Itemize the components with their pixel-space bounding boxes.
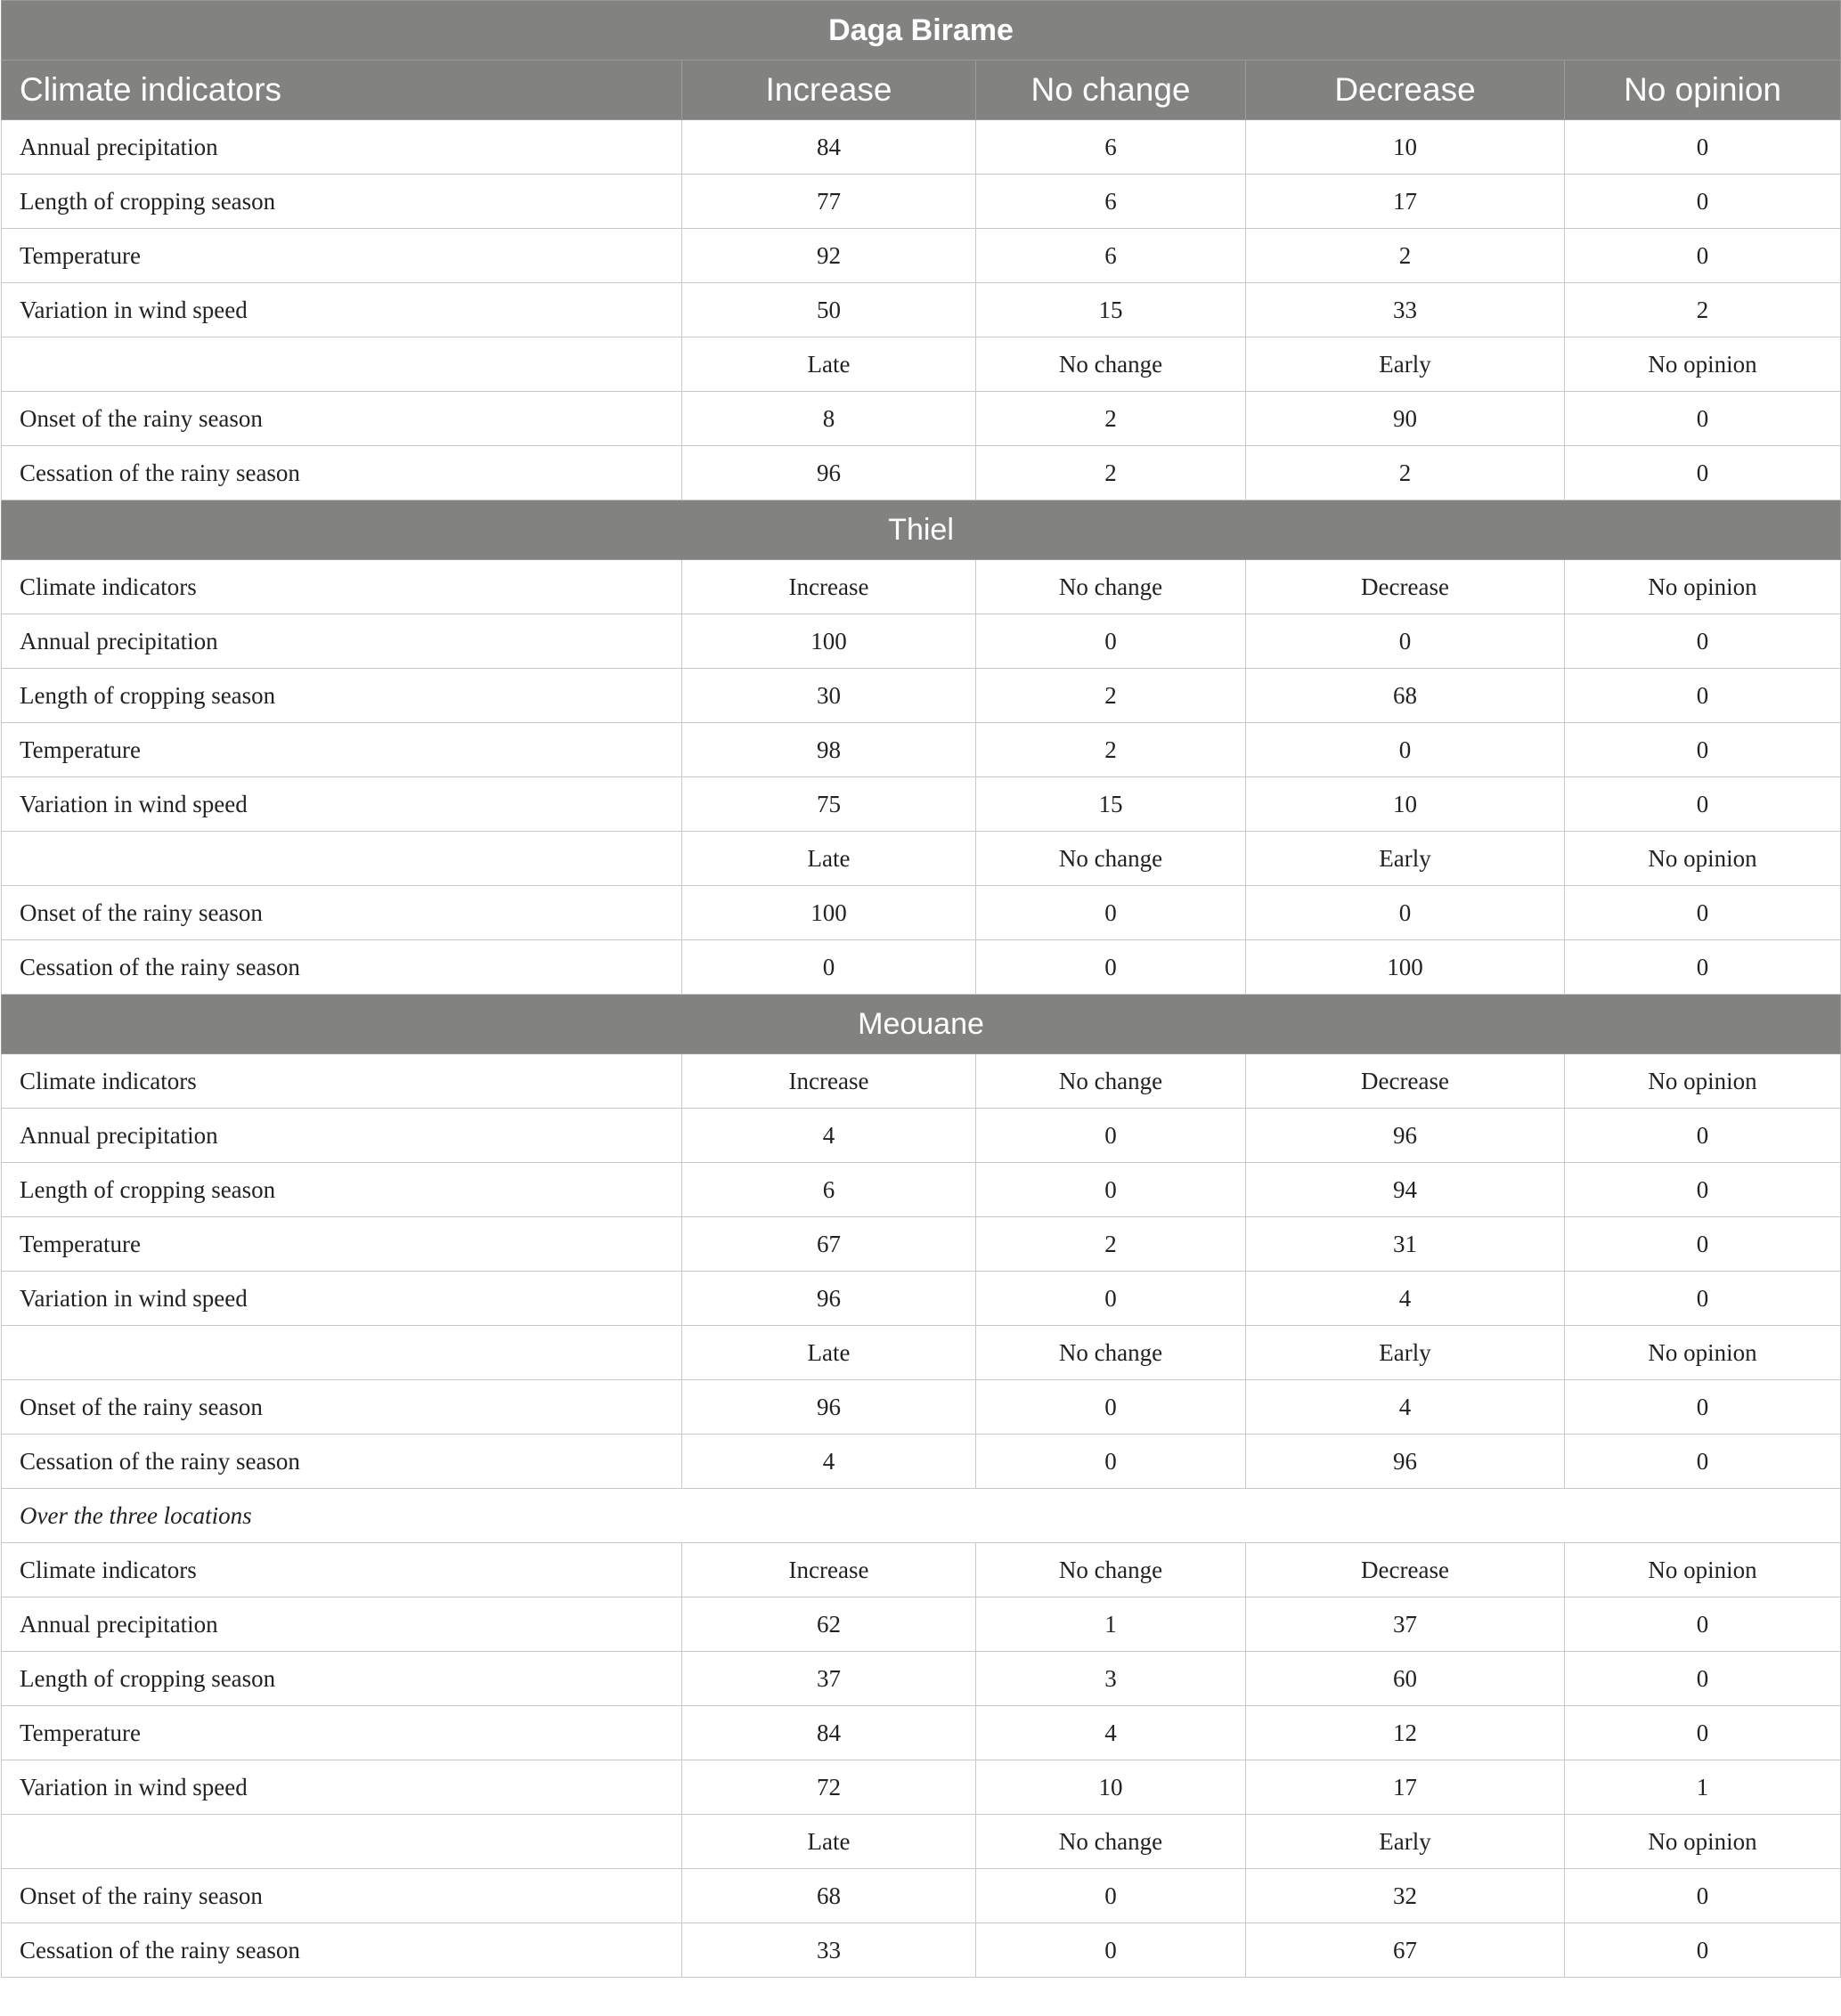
cell: 32 [1246,1869,1565,1923]
table-row [2,229,1841,283]
row-label [2,1326,682,1380]
table-row [2,1380,1841,1435]
location-title: Meouane [2,995,1841,1054]
column-header: Increase [682,61,976,120]
row-label: Onset of the rainy season [2,1869,682,1923]
row-label: Onset of the rainy season [2,1380,682,1435]
table-row [2,723,1841,777]
cell: 0 [1565,229,1841,283]
cell: 0 [1565,392,1841,446]
column-header: No change [976,61,1246,120]
table-row [2,446,1841,500]
cell: 0 [1565,1597,1841,1652]
table-row [2,1217,1841,1272]
table-row [2,1163,1841,1217]
location-row-meouane [2,995,1841,1054]
subheader-row [2,832,1841,886]
cell: 0 [1246,723,1565,777]
location-row-daga-birame [2,1,1841,61]
cell: No opinion [1565,560,1841,614]
cell: 0 [1246,886,1565,940]
row-label: Climate indicators [2,560,682,614]
row-label: Annual precipitation [2,1597,682,1652]
cell: 12 [1246,1706,1565,1760]
row-label: Temperature [2,1706,682,1760]
cell: No change [976,1054,1246,1109]
row-label: Climate indicators [2,1543,682,1597]
cell: Early [1246,1815,1565,1869]
cell: 68 [1246,669,1565,723]
cell: 96 [1246,1109,1565,1163]
row-label: Cessation of the rainy season [2,446,682,500]
cell: 0 [1565,669,1841,723]
row-label [2,832,682,886]
cell: 67 [1246,1923,1565,1978]
cell: 0 [976,940,1246,995]
row-label: Temperature [2,229,682,283]
column-header: Decrease [1246,61,1565,120]
subheader-row [2,1326,1841,1380]
cell: 4 [976,1706,1246,1760]
table-row [2,120,1841,175]
cell: 90 [1246,392,1565,446]
cell: 0 [1565,614,1841,669]
row-label: Annual precipitation [2,614,682,669]
cell: 33 [682,1923,976,1978]
cell: 68 [682,1869,976,1923]
overall-label: Over the three locations [2,1489,1841,1543]
location-title: Thiel [2,500,1841,560]
table-row [2,886,1841,940]
cell: 37 [682,1652,976,1706]
cell: 3 [976,1652,1246,1706]
subheader-row [2,1543,1841,1597]
cell: 0 [1565,175,1841,229]
cell: 0 [976,1272,1246,1326]
table-row [2,614,1841,669]
cell: Early [1246,337,1565,392]
row-label: Variation in wind speed [2,283,682,337]
column-header: No opinion [1565,61,1841,120]
row-label [2,337,682,392]
cell: 0 [976,1163,1246,1217]
cell: 0 [1565,1380,1841,1435]
cell: 0 [1565,446,1841,500]
table-row [2,1706,1841,1760]
cell: 98 [682,723,976,777]
cell: 72 [682,1760,976,1815]
cell: Early [1246,1326,1565,1380]
row-label: Length of cropping season [2,175,682,229]
cell: 4 [1246,1380,1565,1435]
overall-label-row [2,1489,1841,1543]
cell: No change [976,337,1246,392]
cell: 0 [1565,1923,1841,1978]
cell: 30 [682,669,976,723]
row-label: Cessation of the rainy season [2,940,682,995]
row-label: Length of cropping season [2,1163,682,1217]
cell: 84 [682,1706,976,1760]
cell: 2 [976,669,1246,723]
cell: 2 [976,723,1246,777]
cell: No opinion [1565,832,1841,886]
row-label: Length of cropping season [2,1652,682,1706]
cell: 77 [682,175,976,229]
cell: 100 [682,614,976,669]
cell: 0 [976,614,1246,669]
cell: 2 [1565,283,1841,337]
cell: 50 [682,283,976,337]
cell: No opinion [1565,337,1841,392]
cell: 4 [682,1435,976,1489]
subheader-row [2,337,1841,392]
cell: No change [976,1815,1246,1869]
cell: 6 [976,175,1246,229]
cell: Late [682,1815,976,1869]
row-label: Onset of the rainy season [2,392,682,446]
cell: 0 [1565,940,1841,995]
cell: Increase [682,560,976,614]
cell: 0 [1565,1217,1841,1272]
cell: 0 [1565,1435,1841,1489]
cell: No opinion [1565,1543,1841,1597]
row-label: Annual precipitation [2,120,682,175]
column-header-row [2,61,1841,120]
cell: 0 [1246,614,1565,669]
cell: 75 [682,777,976,832]
row-label: Variation in wind speed [2,777,682,832]
cell: 84 [682,120,976,175]
row-label: Onset of the rainy season [2,886,682,940]
subheader-row [2,1815,1841,1869]
cell: No opinion [1565,1326,1841,1380]
cell: 0 [682,940,976,995]
location-title: Daga Birame [2,1,1841,61]
table-row [2,940,1841,995]
cell: 92 [682,229,976,283]
cell: 17 [1246,1760,1565,1815]
cell: 0 [1565,1272,1841,1326]
cell: 6 [976,229,1246,283]
cell: 96 [682,446,976,500]
cell: 10 [1246,120,1565,175]
cell: No opinion [1565,1054,1841,1109]
cell: 1 [1565,1760,1841,1815]
subheader-row [2,560,1841,614]
table-row [2,1597,1841,1652]
cell: 0 [1565,777,1841,832]
cell: 60 [1246,1652,1565,1706]
cell: 15 [976,283,1246,337]
row-label: Variation in wind speed [2,1760,682,1815]
cell: 0 [976,1435,1246,1489]
cell: 96 [682,1380,976,1435]
cell: 0 [1565,1109,1841,1163]
row-label [2,1815,682,1869]
table-row [2,1435,1841,1489]
cell: 10 [976,1760,1246,1815]
table-row [2,175,1841,229]
cell: 0 [1565,1652,1841,1706]
cell: Decrease [1246,1054,1565,1109]
row-label: Temperature [2,1217,682,1272]
climate-perception-table [1,0,1841,1978]
cell: Late [682,1326,976,1380]
cell: 0 [1565,886,1841,940]
cell: Late [682,337,976,392]
cell: 0 [976,1380,1246,1435]
column-header: Climate indicators [2,61,682,120]
cell: 2 [976,1217,1246,1272]
row-label: Temperature [2,723,682,777]
cell: 94 [1246,1163,1565,1217]
cell: 2 [1246,229,1565,283]
cell: 67 [682,1217,976,1272]
cell: 1 [976,1597,1246,1652]
cell: 4 [1246,1272,1565,1326]
cell: No opinion [1565,1815,1841,1869]
cell: Decrease [1246,1543,1565,1597]
cell: 33 [1246,283,1565,337]
cell: 2 [976,392,1246,446]
table-row [2,1760,1841,1815]
cell: No change [976,1543,1246,1597]
cell: 17 [1246,175,1565,229]
cell: Increase [682,1543,976,1597]
cell: 10 [1246,777,1565,832]
cell: 0 [1565,1706,1841,1760]
cell: 4 [682,1109,976,1163]
row-label: Cessation of the rainy season [2,1923,682,1978]
table-row [2,1923,1841,1978]
cell: No change [976,560,1246,614]
cell: 62 [682,1597,976,1652]
subheader-row [2,1054,1841,1109]
row-label: Climate indicators [2,1054,682,1109]
cell: 100 [682,886,976,940]
cell: 0 [976,1869,1246,1923]
cell: 15 [976,777,1246,832]
location-row-thiel [2,500,1841,560]
cell: No change [976,832,1246,886]
row-label: Annual precipitation [2,1109,682,1163]
cell: 0 [1565,1163,1841,1217]
cell: 96 [682,1272,976,1326]
cell: Early [1246,832,1565,886]
cell: 0 [1565,120,1841,175]
cell: 0 [1565,723,1841,777]
table-row [2,669,1841,723]
cell: 0 [976,1923,1246,1978]
cell: 6 [976,120,1246,175]
cell: 6 [682,1163,976,1217]
cell: Increase [682,1054,976,1109]
cell: 96 [1246,1435,1565,1489]
table-row [2,1109,1841,1163]
cell: 37 [1246,1597,1565,1652]
cell: No change [976,1326,1246,1380]
cell: 2 [976,446,1246,500]
cell: 31 [1246,1217,1565,1272]
cell: 2 [1246,446,1565,500]
table-row [2,283,1841,337]
cell: Decrease [1246,560,1565,614]
row-label: Cessation of the rainy season [2,1435,682,1489]
table-row [2,1652,1841,1706]
cell: Late [682,832,976,886]
cell: 0 [1565,1869,1841,1923]
table-row [2,1869,1841,1923]
table-row [2,392,1841,446]
row-label: Variation in wind speed [2,1272,682,1326]
cell: 8 [682,392,976,446]
cell: 100 [1246,940,1565,995]
cell: 0 [976,1109,1246,1163]
table-row [2,777,1841,832]
table-row [2,1272,1841,1326]
cell: 0 [976,886,1246,940]
row-label: Length of cropping season [2,669,682,723]
